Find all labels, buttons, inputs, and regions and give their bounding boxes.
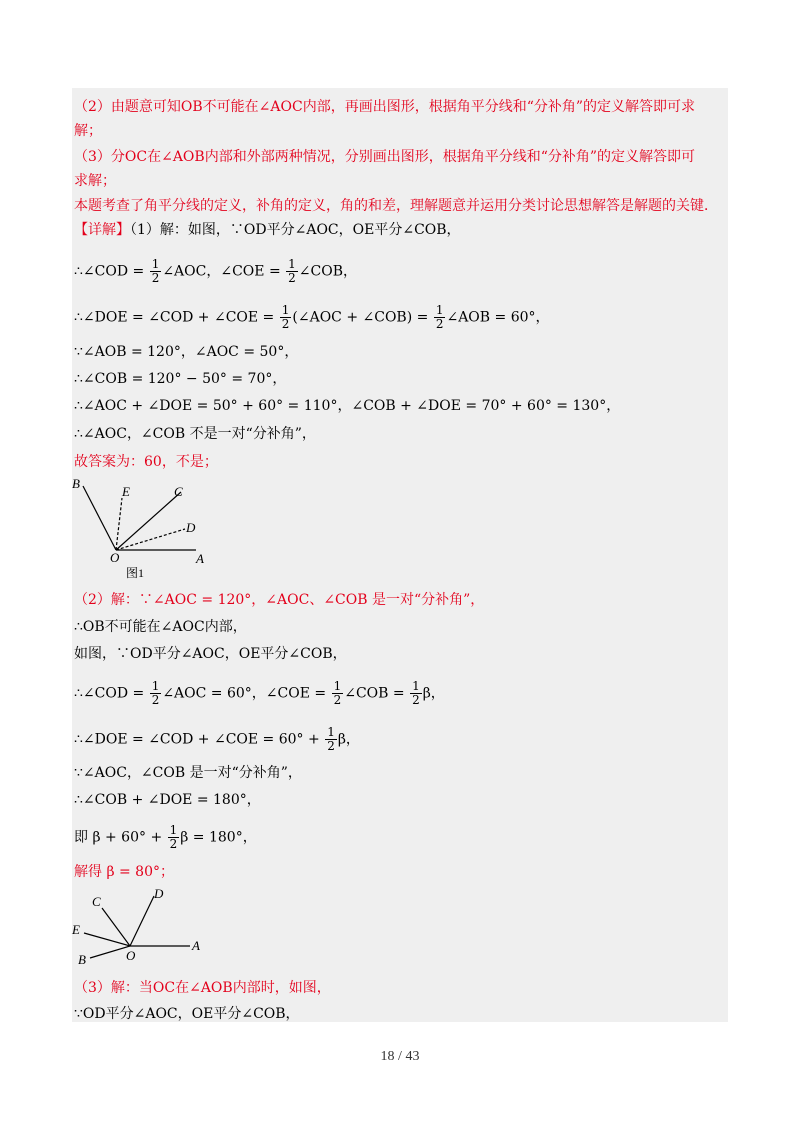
part2-answer: 解得 β = 80°； xyxy=(74,864,174,880)
label-b: B xyxy=(72,476,80,491)
eq-part: β， xyxy=(422,685,445,702)
eq-part: ∴∠DOE = ∠COD + ∠COE = 60° + xyxy=(74,731,320,748)
page-current: 18 xyxy=(380,1049,395,1064)
figure-2 xyxy=(68,884,218,966)
ray-oc xyxy=(116,492,181,550)
ray-oc xyxy=(102,908,130,946)
conclusion-1: ∴∠AOC，∠COB 不是一对“分补角”， xyxy=(74,426,316,442)
fraction: $\frac{1}{2}$ xyxy=(412,679,420,707)
answer-1: 故答案为：60，不是； xyxy=(74,454,218,470)
fraction: $\frac{1}{2}$ xyxy=(151,257,160,285)
eq-part: ∴∠DOE = ∠COD + ∠COE = xyxy=(74,309,275,326)
summary-line: 本题考查了角平分线的定义，补角的定义，角的和差，理解题意并运用分类讨论思想解答是解题的关键． xyxy=(74,198,718,214)
label-a: A xyxy=(196,551,204,566)
fraction: $\frac{1}{2}$ xyxy=(333,679,342,707)
part2-heading: （2）解：∵∠AOC = 120°，∠AOC、∠COB 是一对“分补角”， xyxy=(74,592,485,608)
label-d: D xyxy=(154,886,164,901)
fraction: $\frac{1}{2}$ xyxy=(327,725,335,753)
eq-cod-coe xyxy=(74,258,357,285)
part2-beta-eq xyxy=(74,824,257,851)
fraction: $\frac{1}{2}$ xyxy=(288,257,296,285)
page-total: 43 xyxy=(405,1049,420,1064)
label-c: C xyxy=(92,894,101,909)
eq-part: (∠AOC + ∠COB) = xyxy=(292,309,429,326)
eq-part: ∠AOC = 60°，∠COE = xyxy=(162,685,327,702)
part3-bisect: ∵OD平分∠AOC，OE平分∠COB， xyxy=(74,1006,300,1022)
detail-text: （1）解：如图，∵OD平分∠AOC，OE平分∠COB， xyxy=(130,222,461,238)
fraction: $\frac{1}{2}$ xyxy=(151,679,160,707)
ray-ob xyxy=(83,486,116,550)
label-d: D xyxy=(186,520,196,535)
eq-part: ∠COB = xyxy=(344,685,405,702)
part2-eq-doe xyxy=(74,726,360,753)
part2-sum: ∴∠COB + ∠DOE = 180°， xyxy=(74,792,261,808)
eq-part: β = 180°， xyxy=(180,829,257,846)
ray-ob xyxy=(90,946,130,958)
ray-oe xyxy=(84,933,130,946)
eq-part: ∠COB， xyxy=(298,263,357,280)
eq-part: ∠AOC，∠COE = xyxy=(162,263,281,280)
part3-heading: （3）解：当OC在∠AOB内部时，如图， xyxy=(74,980,331,996)
fraction: $\frac{1}{2}$ xyxy=(281,303,290,331)
label-e: E xyxy=(122,484,130,499)
given-angles: ∵∠AOB = 120°，∠AOC = 50°， xyxy=(74,344,299,360)
figure-caption: 图1 xyxy=(126,566,145,580)
part2-ob: ∴OB不可能在∠AOC内部， xyxy=(74,619,247,635)
analysis-line-3: （3）分OC在∠AOB内部和外部两种情况，分别画出图形，根据角平分线和“分补角”的定义解答即可 xyxy=(74,149,696,165)
label-e: E xyxy=(72,922,80,937)
page-number xyxy=(0,1049,800,1065)
analysis-line-3-cont: 求解； xyxy=(74,173,116,189)
label-b: B xyxy=(78,952,86,966)
analysis-line-2-cont: 解； xyxy=(74,123,102,139)
fraction: $\frac{1}{2}$ xyxy=(435,303,444,331)
eq-part: β， xyxy=(337,731,360,748)
eq-doe-sum xyxy=(74,304,550,331)
eq-cob: ∴∠COB = 120° − 50° = 70°， xyxy=(74,371,287,387)
eq-sums: ∴∠AOC + ∠DOE = 50° + 60° = 110°，∠COB + ∠DOE = 70° + 60° = 130°， xyxy=(74,398,621,414)
part2-bisect: 如图，∵OD平分∠AOC，OE平分∠COB， xyxy=(74,646,347,662)
ray-oe xyxy=(116,498,122,550)
label-o: O xyxy=(110,550,120,565)
page-separator: / xyxy=(398,1049,402,1064)
detail-heading-line xyxy=(74,220,461,240)
eq-part: ∴∠COD = xyxy=(74,685,145,702)
eq-part: 即 β + 60° + xyxy=(74,829,163,846)
part2-fenbujiao: ∵∠AOC，∠COB 是一对“分补角”， xyxy=(74,765,302,781)
part2-eq-cod xyxy=(74,680,445,707)
label-a: A xyxy=(192,938,200,953)
ray-od xyxy=(116,529,185,550)
label-o: O xyxy=(126,948,136,963)
detail-tag: 【详解】 xyxy=(74,222,130,238)
label-c: C xyxy=(174,484,183,499)
ray-od xyxy=(130,896,154,946)
eq-part: ∠AOB = 60°， xyxy=(446,309,550,326)
fraction: $\frac{1}{2}$ xyxy=(169,823,178,851)
analysis-line-2: （2）由题意可知OB不可能在∠AOC内部，再画出图形，根据角平分线和“分补角”的定义解答即可求 xyxy=(74,99,696,115)
eq-part: ∴∠COD = xyxy=(74,263,145,280)
figure-1 xyxy=(68,474,218,584)
